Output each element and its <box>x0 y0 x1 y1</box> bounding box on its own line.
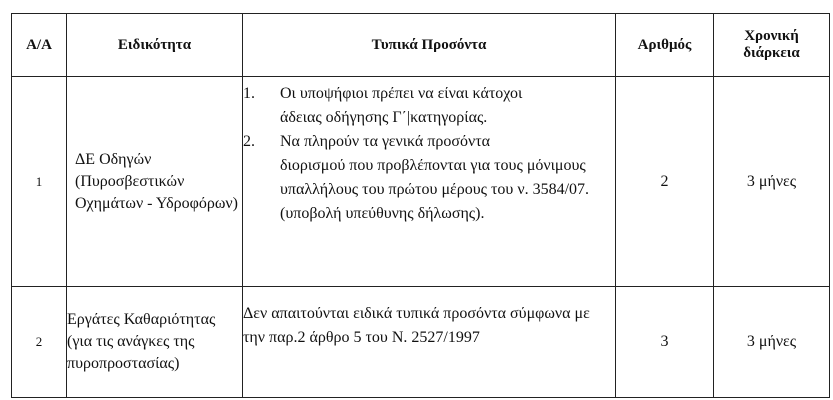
row-aa: 1 <box>12 77 67 287</box>
row-number: 3 <box>616 287 714 398</box>
qualification-number: 1. <box>243 85 255 102</box>
table-row <box>12 77 830 287</box>
row-qualifications <box>243 287 616 398</box>
header-number: Αριθμός <box>616 14 714 77</box>
qualification-first-line: Να πληρούν τα γενικά προσόντα <box>280 133 491 150</box>
qualifications-list <box>243 82 615 226</box>
specialty-text: ΔΕ Οδηγών (Πυροσβεστικών Οχημάτων - Υδροφόρων) <box>75 150 238 212</box>
header-duration-line2: διάρκεια <box>743 45 800 61</box>
row-number: 2 <box>616 77 714 287</box>
qualification-item <box>243 82 615 130</box>
positions-table <box>11 13 830 398</box>
qualification-number: 2. <box>243 133 255 150</box>
table-row <box>12 287 830 398</box>
row-qualifications <box>243 77 616 287</box>
header-duration <box>714 14 830 77</box>
header-duration-line1: Χρονική <box>744 28 799 44</box>
qualification-rest: διορισμού που προβλέπονται για τους μόνιμους υπαλλήλους του πρώτου μέρους του ν. 3584/07. (υποβολή υπεύθυνης δήλωσης). <box>280 157 590 222</box>
row-specialty: Εργάτες Καθαριότητας (για τις ανάγκες της πυροπροστασίας) <box>67 287 243 398</box>
header-specialty: Ειδικότητα <box>67 14 243 77</box>
qualification-item <box>243 130 615 226</box>
row-specialty <box>67 77 243 287</box>
header-qualifications: Τυπικά Προσόντα <box>243 14 616 77</box>
qualification-rest: άδειας οδήγησης Γ΄|κατηγορίας. <box>280 109 488 126</box>
row-duration: 3 μήνες <box>714 77 830 287</box>
header-aa: Α/Α <box>12 14 67 77</box>
row-duration: 3 μήνες <box>714 287 830 398</box>
qualifications-text: Δεν απαιτούνται ειδικά τυπικά προσόντα σύμφωνα με την παρ.2 άρθρο 5 του Ν. 2527/1997 <box>243 305 590 346</box>
header-row <box>12 14 830 77</box>
row-aa: 2 <box>12 287 67 398</box>
qualification-first-line: Οι υποψήφιοι πρέπει να είναι κάτοχοι <box>280 85 523 102</box>
